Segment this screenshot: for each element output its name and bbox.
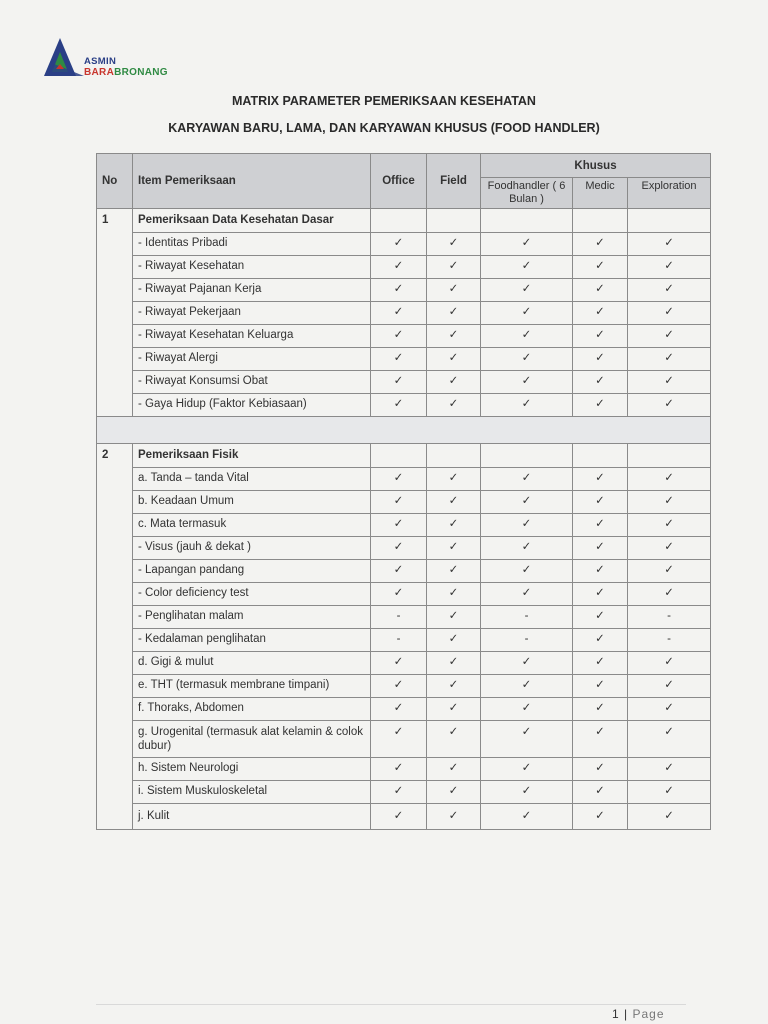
item-name: - Gaya Hidup (Faktor Kebiasaan) (133, 394, 371, 417)
cell-food: ✓ (481, 302, 573, 325)
section-empty-cell (371, 444, 427, 468)
cell-office: ✓ (371, 560, 427, 583)
item-name: - Riwayat Pekerjaan (133, 302, 371, 325)
cell-food: ✓ (481, 781, 573, 804)
cell-field: ✓ (427, 758, 481, 781)
cell-expl: ✓ (628, 279, 711, 302)
cell-office: ✓ (371, 583, 427, 606)
cell-field: ✓ (427, 721, 481, 758)
logo-text-barabronang (84, 67, 168, 78)
cell-food: ✓ (481, 721, 573, 758)
cell-office: ✓ (371, 325, 427, 348)
cell-office: ✓ (371, 652, 427, 675)
cell-office: ✓ (371, 371, 427, 394)
examination-matrix-table (96, 153, 711, 830)
section-empty-cell (628, 209, 711, 233)
section-empty-cell (481, 444, 573, 468)
cell-food: - (481, 606, 573, 629)
item-name: d. Gigi & mulut (133, 652, 371, 675)
document-title: MATRIX PARAMETER PEMERIKSAAN KESEHATAN (232, 94, 536, 108)
cell-medic: ✓ (573, 583, 628, 606)
cell-medic: ✓ (573, 606, 628, 629)
cell-food: ✓ (481, 325, 573, 348)
cell-expl: ✓ (628, 583, 711, 606)
section-empty-cell (573, 209, 628, 233)
cell-office: - (371, 606, 427, 629)
header-medic: Medic (573, 178, 628, 209)
cell-office: ✓ (371, 698, 427, 721)
cell-food: - (481, 629, 573, 652)
cell-field: ✓ (427, 325, 481, 348)
cell-office: ✓ (371, 781, 427, 804)
cell-expl: ✓ (628, 468, 711, 491)
cell-medic: ✓ (573, 560, 628, 583)
cell-food: ✓ (481, 371, 573, 394)
cell-expl: ✓ (628, 560, 711, 583)
table-row (97, 629, 711, 652)
table-row (97, 371, 711, 394)
table-row (97, 583, 711, 606)
item-name: j. Kulit (133, 804, 371, 830)
cell-food: ✓ (481, 537, 573, 560)
cell-expl: - (628, 629, 711, 652)
cell-office: ✓ (371, 348, 427, 371)
cell-medic: ✓ (573, 652, 628, 675)
cell-field: ✓ (427, 514, 481, 537)
table-row (97, 781, 711, 804)
cell-expl: ✓ (628, 804, 711, 830)
cell-medic: ✓ (573, 371, 628, 394)
cell-field: ✓ (427, 781, 481, 804)
cell-expl: ✓ (628, 491, 711, 514)
document-subtitle: KARYAWAN BARU, LAMA, DAN KARYAWAN KHUSUS (FOOD HANDLER) (168, 121, 600, 135)
section-empty-cell (427, 209, 481, 233)
table-row (97, 721, 711, 758)
item-name: - Riwayat Kesehatan (133, 256, 371, 279)
section-empty-cell (427, 444, 481, 468)
cell-expl: ✓ (628, 371, 711, 394)
cell-field: ✓ (427, 652, 481, 675)
cell-field: ✓ (427, 302, 481, 325)
cell-food: ✓ (481, 394, 573, 417)
item-name: i. Sistem Muskuloskeletal (133, 781, 371, 804)
logo-text-bronang: BRONANG (114, 67, 168, 78)
cell-food: ✓ (481, 583, 573, 606)
cell-medic: ✓ (573, 698, 628, 721)
cell-field: ✓ (427, 537, 481, 560)
cell-office: ✓ (371, 721, 427, 758)
cell-medic: ✓ (573, 629, 628, 652)
page-separator: | (624, 1007, 629, 1021)
logo-text-bara: BARA (84, 67, 115, 78)
cell-expl: ✓ (628, 675, 711, 698)
table-row (97, 348, 711, 371)
item-name: - Identitas Pribadi (133, 233, 371, 256)
header-no: No (97, 154, 133, 209)
table-row (97, 758, 711, 781)
cell-food: ✓ (481, 279, 573, 302)
company-logo (40, 36, 190, 82)
item-name: - Color deficiency test (133, 583, 371, 606)
cell-medic: ✓ (573, 302, 628, 325)
cell-field: ✓ (427, 560, 481, 583)
table-row (97, 233, 711, 256)
footer-divider (96, 1004, 686, 1005)
cell-food: ✓ (481, 348, 573, 371)
section-number: 2 (97, 444, 133, 830)
item-name: - Kedalaman penglihatan (133, 629, 371, 652)
cell-expl: ✓ (628, 233, 711, 256)
item-name: - Visus (jauh & dekat ) (133, 537, 371, 560)
cell-medic: ✓ (573, 394, 628, 417)
cell-expl: ✓ (628, 758, 711, 781)
table-row (97, 606, 711, 629)
header-khusus: Khusus (481, 154, 711, 178)
cell-field: ✓ (427, 371, 481, 394)
cell-field: ✓ (427, 348, 481, 371)
page-footer (612, 1007, 665, 1021)
cell-office: ✓ (371, 514, 427, 537)
cell-office: ✓ (371, 537, 427, 560)
matrix-body (97, 209, 711, 830)
cell-field: ✓ (427, 698, 481, 721)
cell-food: ✓ (481, 652, 573, 675)
cell-field: ✓ (427, 804, 481, 830)
cell-medic: ✓ (573, 325, 628, 348)
table-row (97, 675, 711, 698)
cell-medic: ✓ (573, 721, 628, 758)
cell-expl: ✓ (628, 698, 711, 721)
page-label: Page (632, 1007, 665, 1021)
table-row (97, 537, 711, 560)
header-field: Field (427, 154, 481, 209)
section-empty-cell (481, 209, 573, 233)
cell-field: ✓ (427, 279, 481, 302)
logo-mountain-icon (40, 36, 86, 80)
section-empty-cell (371, 209, 427, 233)
item-name: - Riwayat Kesehatan Keluarga (133, 325, 371, 348)
cell-office: ✓ (371, 279, 427, 302)
item-name: - Lapangan pandang (133, 560, 371, 583)
cell-medic: ✓ (573, 537, 628, 560)
table-row (97, 279, 711, 302)
item-name: h. Sistem Neurologi (133, 758, 371, 781)
section-empty-cell (628, 444, 711, 468)
table-row (97, 514, 711, 537)
cell-food: ✓ (481, 560, 573, 583)
cell-medic: ✓ (573, 468, 628, 491)
header-exploration: Exploration (628, 178, 711, 209)
item-name: g. Urogenital (termasuk alat kelamin & colok dubur) (133, 721, 371, 758)
cell-medic: ✓ (573, 233, 628, 256)
table-row (97, 325, 711, 348)
cell-office: ✓ (371, 491, 427, 514)
cell-medic: ✓ (573, 279, 628, 302)
cell-expl: ✓ (628, 721, 711, 758)
header-item: Item Pemeriksaan (133, 154, 371, 209)
page-number: 1 (612, 1007, 620, 1021)
cell-expl: - (628, 606, 711, 629)
cell-expl: ✓ (628, 256, 711, 279)
section-header-row (97, 209, 711, 233)
cell-field: ✓ (427, 583, 481, 606)
cell-medic: ✓ (573, 781, 628, 804)
cell-office: ✓ (371, 675, 427, 698)
table-row (97, 468, 711, 491)
section-header-row (97, 444, 711, 468)
table-row (97, 652, 711, 675)
cell-office: ✓ (371, 256, 427, 279)
spacer-cell (97, 417, 711, 444)
cell-expl: ✓ (628, 652, 711, 675)
section-title: Pemeriksaan Data Kesehatan Dasar (133, 209, 371, 233)
cell-expl: ✓ (628, 348, 711, 371)
item-name: a. Tanda – tanda Vital (133, 468, 371, 491)
logo-text-asmin: ASMIN (84, 56, 117, 67)
item-name: b. Keadaan Umum (133, 491, 371, 514)
cell-office: ✓ (371, 394, 427, 417)
table-row (97, 560, 711, 583)
cell-field: ✓ (427, 491, 481, 514)
cell-medic: ✓ (573, 758, 628, 781)
table-row (97, 256, 711, 279)
table-row (97, 804, 711, 830)
section-number: 1 (97, 209, 133, 417)
item-name: - Riwayat Alergi (133, 348, 371, 371)
cell-office: ✓ (371, 468, 427, 491)
cell-food: ✓ (481, 256, 573, 279)
cell-food: ✓ (481, 698, 573, 721)
item-name: c. Mata termasuk (133, 514, 371, 537)
table-row (97, 302, 711, 325)
cell-food: ✓ (481, 491, 573, 514)
section-title: Pemeriksaan Fisik (133, 444, 371, 468)
cell-office: ✓ (371, 758, 427, 781)
cell-food: ✓ (481, 514, 573, 537)
table-row (97, 698, 711, 721)
table-row (97, 491, 711, 514)
cell-field: ✓ (427, 629, 481, 652)
cell-medic: ✓ (573, 804, 628, 830)
cell-food: ✓ (481, 804, 573, 830)
cell-office: ✓ (371, 804, 427, 830)
cell-food: ✓ (481, 675, 573, 698)
header-foodhandler: Foodhandler ( 6 Bulan ) (481, 178, 573, 209)
cell-medic: ✓ (573, 675, 628, 698)
cell-field: ✓ (427, 233, 481, 256)
cell-expl: ✓ (628, 781, 711, 804)
item-name: f. Thoraks, Abdomen (133, 698, 371, 721)
cell-field: ✓ (427, 675, 481, 698)
item-name: - Riwayat Konsumsi Obat (133, 371, 371, 394)
cell-office: ✓ (371, 233, 427, 256)
cell-expl: ✓ (628, 537, 711, 560)
section-spacer-row (97, 417, 711, 444)
cell-medic: ✓ (573, 491, 628, 514)
cell-food: ✓ (481, 233, 573, 256)
cell-office: - (371, 629, 427, 652)
cell-field: ✓ (427, 606, 481, 629)
cell-field: ✓ (427, 394, 481, 417)
cell-food: ✓ (481, 758, 573, 781)
cell-office: ✓ (371, 302, 427, 325)
cell-expl: ✓ (628, 325, 711, 348)
cell-expl: ✓ (628, 394, 711, 417)
item-name: e. THT (termasuk membrane timpani) (133, 675, 371, 698)
item-name: - Penglihatan malam (133, 606, 371, 629)
cell-expl: ✓ (628, 302, 711, 325)
section-empty-cell (573, 444, 628, 468)
cell-food: ✓ (481, 468, 573, 491)
table-row (97, 394, 711, 417)
cell-field: ✓ (427, 256, 481, 279)
cell-field: ✓ (427, 468, 481, 491)
cell-medic: ✓ (573, 256, 628, 279)
cell-expl: ✓ (628, 514, 711, 537)
cell-medic: ✓ (573, 348, 628, 371)
cell-medic: ✓ (573, 514, 628, 537)
item-name: - Riwayat Pajanan Kerja (133, 279, 371, 302)
header-office: Office (371, 154, 427, 209)
